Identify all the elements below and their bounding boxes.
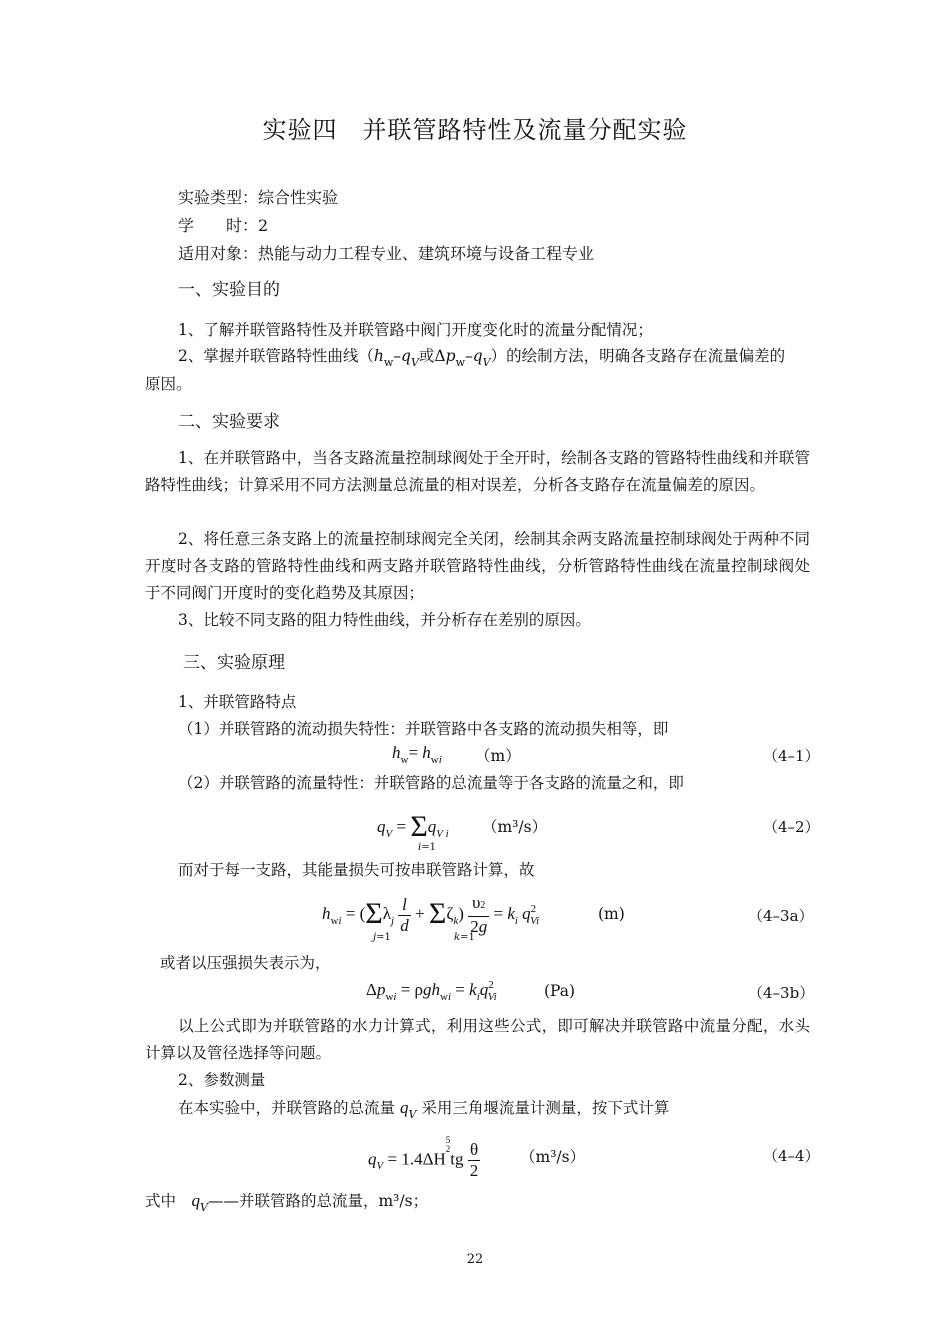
sum-index-k: k=1 xyxy=(454,932,475,943)
equation-4-1-unit: （m） xyxy=(475,747,521,765)
principle-subheading-2: 2、参数测量 xyxy=(178,1071,266,1089)
where-text: 式中 $q_V——$并联管路的总流量，m³/s； xyxy=(145,1191,429,1214)
section-heading-purpose: 一、实验目的 xyxy=(178,280,280,300)
purpose-item-1: 1、了解并联管路特性及并联管路中阀门开度变化时的流量分配情况； xyxy=(178,321,653,339)
principle-subheading-1: 1、并联管路特点 xyxy=(178,693,297,711)
equation-4-1: $h_w= h_{wi}$ xyxy=(392,743,442,766)
principle-branch-text: 而对于每一支路，其能量损失可按串联管路计算，故 xyxy=(178,861,535,879)
equation-4-3a-unit: (m) xyxy=(598,905,625,923)
section-heading-principle: 三、实验原理 xyxy=(183,653,285,673)
equation-4-3b-unit: (Pa) xyxy=(544,982,576,1000)
sum-index-i: i=1 xyxy=(418,842,436,853)
principle-conclusion: 以上公式即为并联管路的水力计算式，利用这些公式，即可解决并联管路中流量分配，水头计算以及管径选择等问题。 xyxy=(145,1017,810,1062)
principle-pressure-text: 或者以压强损失表示为， xyxy=(160,954,331,972)
principle-measure-text: 在本实验中，并联管路的总流量 $q_V$ 采用三角堰流量计测量，按下式计算 xyxy=(178,1098,670,1121)
requirement-item-2: 2、将任意三条支路上的流量控制球阀完全关闭，绘制其余两支路流量控制球阀处于两种不同开度时各支路的管路特性曲线和两支路并联管路特性曲线，分析管路特性曲线在流量控制球阀处于不同阀门开度时的变化趋势及其原因； xyxy=(145,530,810,602)
equation-4-2: $q_V = \Sigma q_{V i}$ xyxy=(377,810,449,843)
equation-4-1-number: （4–1） xyxy=(763,747,820,765)
sum-index-j: j=1 xyxy=(373,932,391,943)
equation-4-3a-number: （4–3a） xyxy=(748,907,814,925)
section-heading-requirements: 二、实验要求 xyxy=(178,412,280,432)
experiment-type: 实验类型：综合性实验 xyxy=(178,188,339,207)
requirement-item-1: 1、在并联管路中，当各支路流量控制球阀处于全开时，绘制各支路的管路特性曲线和并联管路特性曲线；计算采用不同方法测量总流量的相对误差，分析各支路存在流量偏差的原因。 xyxy=(145,449,810,494)
principle-item-2: （2）并联管路的流量特性：并联管路的总流量等于各支路的流量之和，即 xyxy=(178,774,684,792)
equation-4-4-unit: （m³/s） xyxy=(520,1148,586,1166)
requirement-item-3: 3、比较不同支路的阻力特性曲线，并分析存在差别的原因。 xyxy=(178,611,591,629)
equation-4-3b-number: （4–3b） xyxy=(748,984,815,1002)
purpose-item-2-cont: 原因。 xyxy=(145,375,192,393)
equation-4-4-number: （4–4） xyxy=(763,1147,820,1165)
equation-4-3b: $\Delta p_{wi} = \rho gh_{wi} = k_iq^2_{Vi}$ xyxy=(366,979,497,1003)
target-audience: 适用对象：热能与动力工程专业、建筑环境与设备工程专业 xyxy=(178,244,595,263)
page-title: 实验四 并联管路特性及流量分配实验 xyxy=(262,116,688,144)
class-hours: 学 时：2 xyxy=(178,216,269,235)
principle-item-1: （1）并联管路的流动损失特性：并联管路中各支路的流动损失相等，即 xyxy=(178,720,669,738)
equation-4-4: $q_V = 1.4\Delta H5$ 2tg θ 2 xyxy=(368,1135,479,1180)
equation-4-2-unit: （m³/s） xyxy=(482,818,548,836)
equation-4-2-number: （4–2） xyxy=(763,818,820,836)
page-number: 22 xyxy=(466,1252,484,1267)
purpose-item-2: 2、掌握并联管路特性曲线（$h_w-q_V$或$\Delta p_w-q_V$）的绘制方法，明确各支路存在流量偏差的 xyxy=(178,347,786,369)
equation-4-3a: $h_{wi} = (\Sigma\lambda_j \frac{l}{d} + \Sigma\zeta_k)$ υ2 $2g = k_i$ $q^2_{Vi}$ xyxy=(322,893,540,937)
